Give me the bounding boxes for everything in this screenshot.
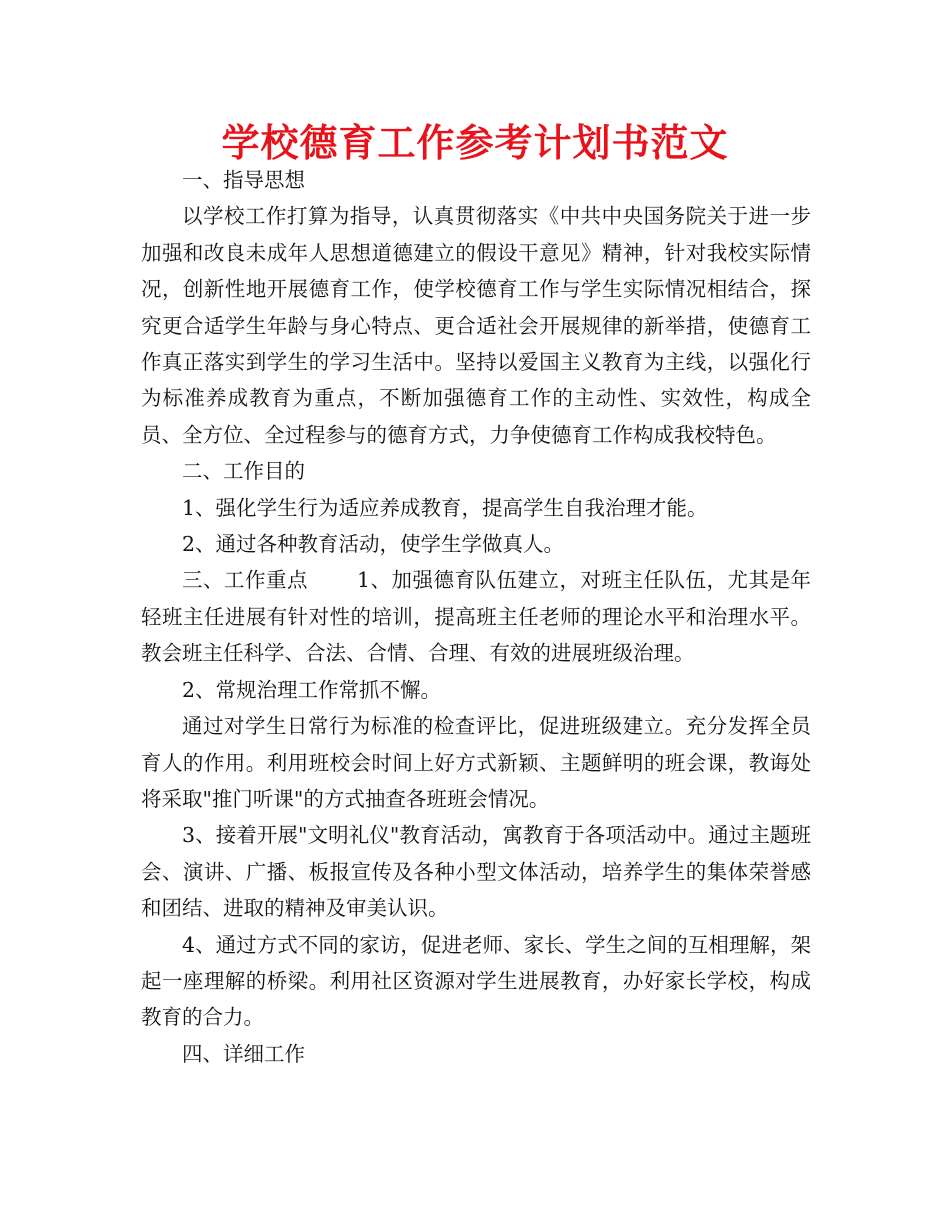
list-item-focus-2: 2、常规治理工作常抓不懈。 [182, 677, 442, 702]
section-heading-work-focus: 三、工作重点 1、加强德育队伍建立，对班主任队伍，尤其是年轻班主任进展有针对性的培训，提高班主任老师的理论水平和治理水平。教会班主任科学、合法、合情、合理、有效的进展班级治理。 [141, 568, 811, 666]
list-item-focus-4: 4、通过方式不同的家访，促进老师、家长、学生之间的互相理解，架起一座理解的桥梁。利用社区资源对学生进展教育，办好家长学校，构成教育的合力。 [141, 932, 811, 1030]
section-heading-detailed-work: 四、详细工作 [182, 1041, 305, 1066]
list-item-goal-2: 2、通过各种教育活动，使学生学做真人。 [182, 532, 565, 557]
document-title: 学校德育工作参考计划书范文 [221, 121, 729, 165]
list-item-focus-3: 3、接着开展"文明礼仪"教育活动，寓教育于各项活动中。通过主题班会、演讲、广播、板报宣传及各种小型文体活动，培养学生的集体荣誉感和团结、进取的精神及审美认识。 [141, 823, 811, 921]
section-heading-guiding-ideology: 一、指导思想 [182, 168, 305, 192]
paragraph-guiding-ideology: 以学校工作打算为指导，认真贯彻落实《中共中央国务院关于进一步加强和改良未成年人思想道德建立的假设干意见》精神，针对我校实际情况，创新性地开展德育工作，使学校德育工作与学生实际情况相结合，探究更合适学生年龄与身心特点、更合适社会开展规律的新举措，使德育工作真正落实到学生的学习生活中。坚持以爱国主义教育为主线，以强化行为标准养成教育为重点，不断加强德育工作的主动性、实效性，构成全员、全方位、全过程参与的德育方式，力争使德育工作构成我校特色。 [141, 204, 811, 447]
list-item-goal-1: 1、强化学生行为适应养成教育，提高学生自我治理才能。 [182, 495, 708, 520]
document-body [141, 162, 811, 1072]
paragraph-routine-management: 通过对学生日常行为标准的检查评比，促进班级建立。充分发挥全员育人的作用。利用班校会时间上好方式新颖、主题鲜明的班会课，教诲处将采取"推门听课"的方式抽查各班班会情况。 [141, 714, 811, 811]
section-heading-work-goals: 二、工作目的 [182, 459, 305, 484]
